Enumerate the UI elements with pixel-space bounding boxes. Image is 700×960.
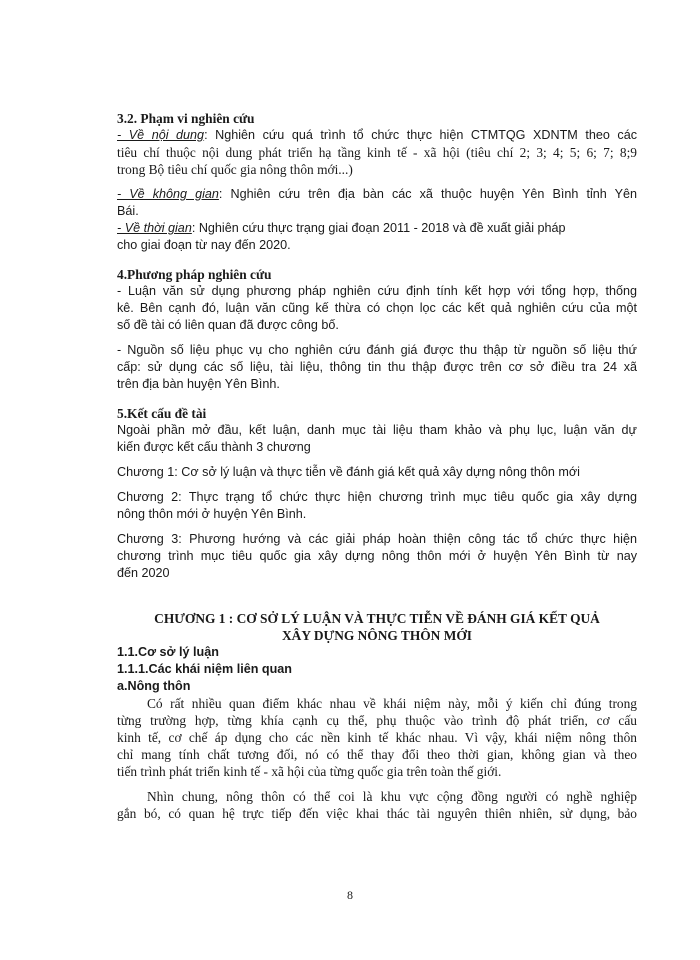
paragraph-line: Có rất nhiều quan điểm khác nhau về khái niệm này, mỗi ý kiến chỉ đúng trong — [147, 696, 637, 711]
chapter-title: CHƯƠNG 1 : CƠ SỞ LÝ LUẬN VÀ THỰC TIỄN VỀ ĐÁNH GIÁ KẾT QUẢ — [154, 611, 600, 626]
paragraph-line: kinh tế, cơ chế áp dụng cho các nền kinh tế khác nhau. Vì vậy, khái niệm nông thôn — [117, 730, 637, 745]
heading-1-1: 1.1.Cơ sở lý luận — [117, 645, 219, 659]
paragraph-line: từng trường hợp, từng khía cạnh cụ thể, phụ thuộc vào trình độ phát triển, cơ cấu — [117, 713, 637, 728]
paragraph-line: trên địa bàn huyện Yên Bình. — [117, 377, 280, 391]
chapter-2-summary-cont: nông thôn mới ở huyện Yên Bình. — [117, 507, 307, 521]
heading-a: a.Nông thôn — [117, 679, 191, 693]
scope-space-label: - Về không gian — [117, 187, 219, 201]
section-heading-5: 5.Kết cấu đề tài — [117, 406, 207, 421]
chapter-title-cont: XÂY DỰNG NÔNG THÔN MỚI — [282, 628, 472, 643]
paragraph-line: - Luận văn sử dụng phương pháp nghiên cứu định tính kết hợp với tổng hợp, thống — [117, 284, 637, 298]
scope-space-text: : Nghiên cứu trên địa bàn các xã thuộc huyện Yên Bình tỉnh Yên — [218, 187, 637, 201]
paragraph-line: chỉ mang tính chất tương đối, nó có thể thay đổi theo thời gian, không gian và theo — [117, 747, 637, 762]
paragraph-line: kê. Bên cạnh đó, luận văn cũng kế thừa có chọn lọc các kết quả nghiên cứu của một — [117, 301, 637, 315]
document-page — [117, 110, 637, 822]
section-heading-3-2: 3.2. Phạm vi nghiên cứu — [117, 111, 255, 126]
paragraph-line: Ngoài phần mở đầu, kết luận, danh mục tài liệu tham khảo và phụ lục, luận văn dự — [117, 423, 637, 437]
paragraph-line: gắn bó, có quan hệ trực tiếp đến việc khai thác tài nguyên thiên nhiên, sử dụng, bảo — [117, 806, 637, 821]
paragraph-line: trong Bộ tiêu chí quốc gia nông thôn mới...) — [117, 162, 353, 177]
paragraph-line: cấp: sử dụng các số liệu, tài liệu, thông tin thu thập được trên cơ sở điều tra 24 xã — [117, 360, 637, 374]
paragraph-line: số đề tài có liên quan đã được công bố. — [117, 318, 339, 332]
scope-space-line — [117, 186, 637, 203]
scope-time-line — [117, 220, 637, 237]
paragraph-line: Bái. — [117, 204, 139, 218]
paragraph-line: cho giai đoạn từ nay đến 2020. — [117, 238, 291, 252]
paragraph-line: kiến được kết cấu thành 3 chương — [117, 440, 311, 454]
chapter-1-summary: Chương 1: Cơ sở lý luận và thực tiễn về đánh giá kết quả xây dựng nông thôn mới — [117, 465, 580, 479]
scope-content-line — [117, 127, 637, 144]
scope-content-text: : Nghiên cứu quá trình tổ chức thực hiện CTMTQG XDNTM theo các — [204, 128, 637, 142]
paragraph-line: tiêu chí thuộc nội dung phát triển hạ tầng kinh tế - xã hội (tiêu chí 2; 3; 4; 5; 6; 7; 8;9 — [117, 145, 637, 160]
scope-time-text: : Nghiên cứu thực trạng giai đoạn 2011 - 2018 và đề xuất giải pháp — [191, 221, 566, 235]
page-number: 8 — [347, 888, 353, 902]
paragraph-line: tiến trình phát triển kinh tế - xã hội của từng quốc gia trên toàn thế giới. — [117, 764, 502, 779]
chapter-3-summary-cont: đến 2020 — [117, 566, 170, 580]
chapter-3-summary-cont: chương trình mục tiêu quốc gia xây dựng nông thôn mới ở huyện Yên Bình từ nay — [117, 549, 637, 563]
scope-time-label: - Về thời gian — [117, 221, 192, 235]
paragraph-line: Nhìn chung, nông thôn có thể coi là khu vực cộng đồng người có nghề nghiệp — [147, 789, 637, 804]
scope-content-label: - Về nội dung — [117, 128, 205, 142]
chapter-3-summary: Chương 3: Phương hướng và các giải pháp hoàn thiện công tác tổ chức thực hiện — [117, 532, 637, 546]
heading-1-1-1: 1.1.1.Các khái niệm liên quan — [117, 662, 292, 676]
section-heading-4: 4.Phương pháp nghiên cứu — [117, 267, 272, 282]
chapter-2-summary: Chương 2: Thực trạng tổ chức thực hiện chương trình mục tiêu quốc gia xây dựng — [117, 490, 637, 504]
paragraph-line: - Nguồn số liệu phục vụ cho nghiên cứu đánh giá được thu thập từ nguồn số liệu thứ — [117, 343, 637, 357]
